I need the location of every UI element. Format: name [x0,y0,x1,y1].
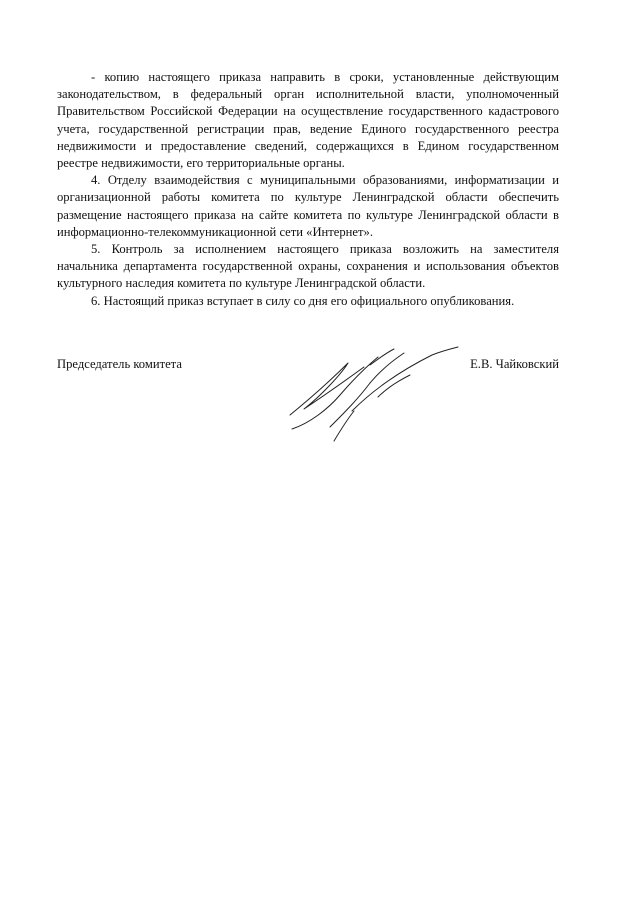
document-body [57,69,559,310]
signature-block [57,357,559,447]
paragraph-4: 4. Отделу взаимодействия с муниципальными образованиями, информатизации и организационной работы комитета по культуре Ленинградской области обеспечить размещение настоящего приказа на сайте комитета по культуре Ленинградской области в информационно-телекоммуникационной сети «Интернет». [57,173,559,239]
signatory-name: Е.В. Чайковский [470,357,559,371]
paragraph-5: 5. Контроль за исполнением настоящего приказа возложить на заместителя начальника департамента государственной охраны, сохранения и использования объектов культурного наследия комитета по культуре Ленинградской области. [57,242,559,291]
paragraph-6: 6. Настоящий приказ вступает в силу со дня его официального опубликования. [91,293,515,308]
paragraph-copy-order: - копию настоящего приказа направить в сроки, установленные действующим законодательством, в федеральный орган исполнительной власти, уполномоченный Правительством Российской Федерации на осуществление государственного кадастрового учета, государственной регистрации прав, ведение Единого государственного реестра недвижимости и предоставление сведений, содержащихся в Едином государственном реестре недвижимости, его территориальные органы. [57,70,559,171]
handwritten-signature [282,337,462,447]
signatory-title: Председатель комитета [57,357,182,371]
